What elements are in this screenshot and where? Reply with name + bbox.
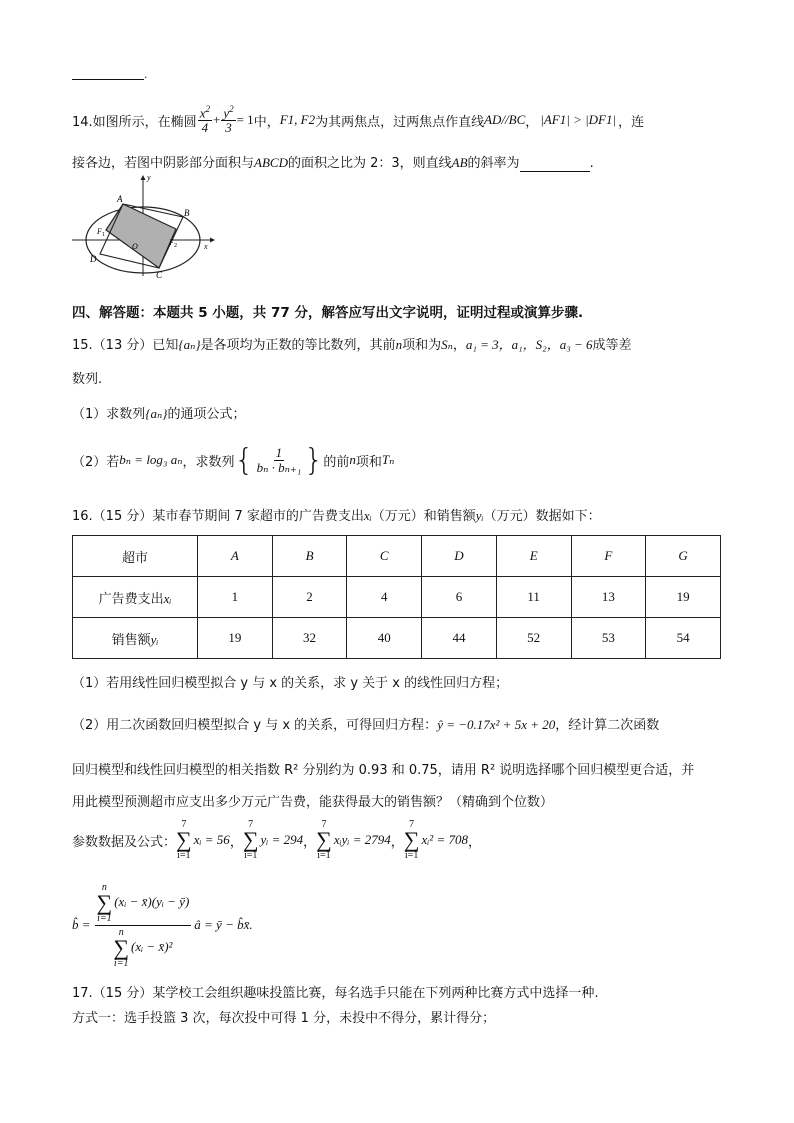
table-header-cell: G (646, 536, 721, 577)
q14-line1: 14.如图所示，在椭圆 $\frac{x^2}{4}$ + $\frac{y^2}{3}$ = 1 中， F1, F2 为其两焦点，过两焦点作直线 AD//BC ， |AF1| > |DF1| ，连 (72, 104, 645, 136)
regression-formula: b̂ = n ∑ i=1 (xᵢ − x̄)(yᵢ − ȳ) n ∑ i=1 (xᵢ − x̄)² â = ȳ − b̂x̄. (72, 881, 253, 969)
table-cell: 11 (496, 577, 571, 618)
ellipse-figure (68, 172, 218, 280)
label-y: y (147, 173, 151, 182)
svg-text:1: 1 (102, 232, 105, 238)
x-axis-arrow (210, 238, 215, 243)
table-header-cell: E (496, 536, 571, 577)
q16-part2-line2: 回归模型和线性回归模型的相关指数 R² 分别约为 0.93 和 0.75，请用 R² 说明选择哪个回归模型更合适，并 (72, 763, 695, 778)
seq-a: {aₙ} (178, 337, 201, 352)
table-cell: 53 (571, 618, 646, 659)
q16-params: 参数数据及公式： 7 ∑ i=1 xᵢ = 56 ， 7 ∑ i=1 yᵢ = 294 ， 7 ∑ i=1 xᵢyᵢ = 2794 ， 7 ∑ i=1 xᵢ² = 708 ， (72, 819, 481, 861)
ellipse-x-fraction: $\frac{x^2}{4}$ (199, 104, 210, 136)
intercept-formula: â = ȳ − b̂x̄. (194, 917, 253, 932)
label-d: D (90, 254, 97, 264)
q16-part1: （1）若用线性回归模型拟合 y 与 x 的关系，求 y 关于 x 的线性回归方程； (72, 676, 509, 691)
q17-line2: 方式一：选手投篮 3 次，每次投中可得 1 分，未投中不得分，累计得分； (72, 1011, 496, 1026)
q15-fraction: $\frac{1}{\text{bₙ · bₙ₊₁}}$ (256, 444, 302, 475)
table-row (73, 577, 721, 618)
header-answer-blank (72, 68, 144, 80)
svg-text:2: 2 (174, 243, 177, 249)
data-table (72, 535, 721, 659)
header-period: . (144, 68, 148, 81)
q16-part2-line3: 用此模型预测超市应支出多少万元广告费，能获得最大的销售额？（精确到个位数） (72, 795, 554, 810)
table-header-row (73, 536, 721, 577)
table-header-cell: C (347, 536, 422, 577)
table-cell: 40 (347, 618, 422, 659)
section4-heading: 四、解答题：本题共 5 小题，共 77 分，解答应写出文字说明，证明过程或演算步骤. (72, 305, 584, 321)
q15-part1: （1）求数列{aₙ}的通项公式； (72, 406, 246, 422)
table-cell: 4 (347, 577, 422, 618)
table-cell: 6 (422, 577, 497, 618)
foci-label: F1, F2 (279, 112, 316, 127)
sum-symbol: 7 ∑ i=1 (242, 819, 259, 861)
table-row (73, 618, 721, 659)
ellipse-y-fraction: $\frac{y^2}{3}$ (223, 104, 234, 136)
table-cell: 1 (198, 577, 273, 618)
table-header-cell: D (422, 536, 497, 577)
sum-symbol: 7 ∑ i=1 (176, 819, 192, 861)
label-f1: F (97, 227, 102, 236)
q16-part2-line1: （2）用二次函数回归模型拟合 y 与 x 的关系，可得回归方程：ŷ = −0.17x² + 5x + 20，经计算二次函数 (72, 717, 660, 733)
label-a: A (117, 194, 123, 204)
table-cell: 54 (646, 618, 721, 659)
q14-line2: 接各边，若图中阴影部分面积与ABCD的面积之比为 2：3，则直线AB的斜率为 . (72, 155, 594, 171)
table-cell: 13 (571, 577, 646, 618)
y-axis-arrow (141, 175, 146, 180)
label-f2: F (169, 238, 174, 247)
slope-fraction: n ∑ i=1 (xᵢ − x̄)(yᵢ − ȳ) n ∑ i=1 (xᵢ − x̄)² (96, 881, 190, 969)
table-cell: 19 (646, 577, 721, 618)
q15-condition: a₁ = 3，a₁，S₂，a₃ − 6 (465, 337, 593, 352)
quad-label: ABCD (254, 155, 288, 170)
table-cell: 32 (272, 618, 347, 659)
q17-line1: 17.（15 分）某学校工会组织趣味投篮比赛，每名选手只能在下列两种比赛方式中选择一种. (72, 986, 599, 1001)
table-header-cell: A (198, 536, 273, 577)
q15-line1: 15.（13 分）已知{aₙ}是各项均为正数的等比数列，其前n项和为Sₙ，a₁ = 3，a₁，S₂，a₃ − 6成等差 (72, 337, 632, 353)
sum-symbol: 7 ∑ i=1 (403, 819, 420, 861)
q16-intro: 16.（15 分）某市春节期间 7 家超市的广告费支出xᵢ（万元）和销售额yᵢ（万元）数据如下： (72, 508, 601, 524)
ellipse-rhs: = 1 (236, 112, 254, 127)
label-x: x (204, 242, 208, 251)
table-cell: 19 (198, 618, 273, 659)
label-o: O (132, 242, 138, 251)
parallel-lines: AD//BC (484, 112, 526, 127)
quadratic-equation: ŷ = −0.17x² + 5x + 20 (437, 717, 556, 732)
q14-line1-prefix: 14.如图所示，在椭圆 (72, 114, 197, 130)
table-header-cell: 超市 (73, 536, 198, 577)
table-cell: 44 (422, 618, 497, 659)
table-row-label: 销售额yᵢ (73, 618, 198, 659)
abs-inequality: |AF1| > |DF1| (540, 112, 617, 127)
label-c: C (156, 270, 163, 280)
table-header-cell: F (571, 536, 646, 577)
q15-line2: 数列. (72, 372, 103, 387)
q15-part2: （2）若 bₙ = log₃ aₙ ，求数列 { $\frac{1}{\text{bₙ · bₙ₊₁}}$ } 的前 n 项和 Tₙ (72, 442, 395, 478)
sum-symbol: 7 ∑ i=1 (316, 819, 332, 861)
table-header-cell: B (272, 536, 347, 577)
table-row-label: 广告费支出xᵢ (73, 577, 198, 618)
table-cell: 52 (496, 618, 571, 659)
b-definition: bₙ = log₃ aₙ (119, 452, 183, 467)
table-cell: 2 (272, 577, 347, 618)
q14-answer-blank (520, 156, 590, 172)
label-b: B (184, 208, 190, 218)
